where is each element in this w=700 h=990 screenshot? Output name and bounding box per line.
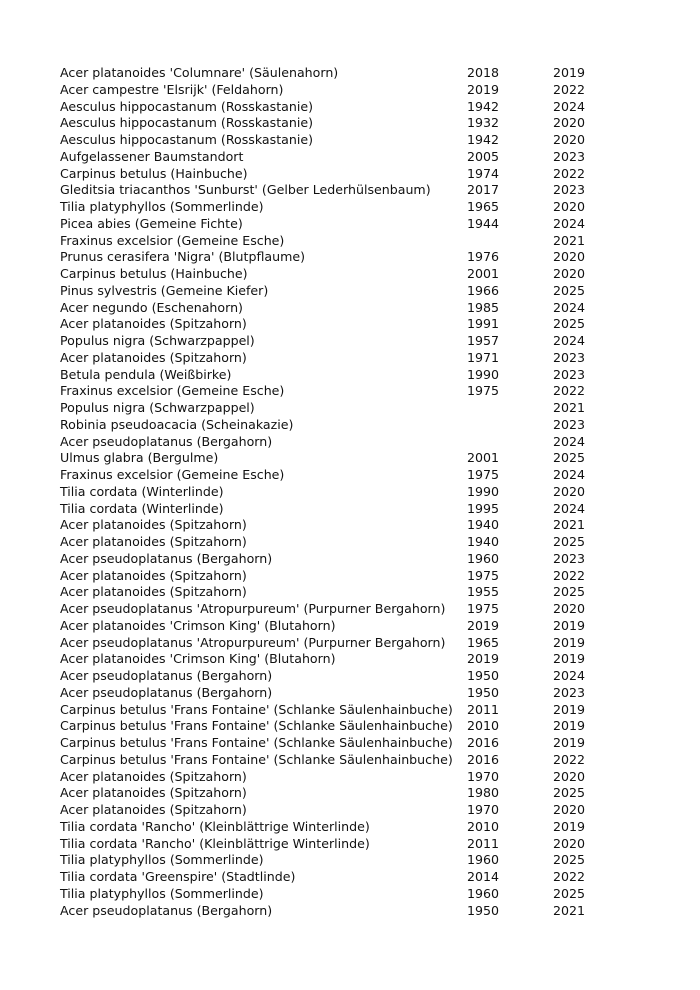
planting-year-cell: 1974 [467, 165, 500, 181]
record-year-cell: 2023 [553, 366, 586, 382]
tree-species-cell: Aesculus hippocastanum (Rosskastanie) [60, 115, 313, 131]
record-year-cell: 2024 [553, 467, 586, 482]
tree-species-cell: Tilia cordata 'Rancho' (Kleinblättrige Winterlinde) [60, 818, 370, 834]
planting-year-cell: 2010 [467, 718, 500, 734]
planting-year-cell: 1942 [467, 132, 500, 147]
record-year-cell: 2019 [553, 818, 586, 834]
planting-year-cell: 2019 [467, 81, 500, 97]
planting-year-cell: 2010 [467, 818, 500, 834]
table-row [60, 618, 613, 635]
record-year-cell: 2025 [553, 584, 586, 600]
table-row [60, 434, 613, 451]
table-row [60, 601, 613, 618]
tree-species-cell: Acer platanoides (Spitzahorn) [60, 534, 247, 549]
record-year-cell: 2022 [553, 383, 586, 399]
planting-year-cell: 1991 [467, 316, 500, 332]
table-row [60, 316, 613, 333]
table-row [60, 367, 613, 384]
tree-species-cell: Aesculus hippocastanum (Rosskastanie) [60, 132, 313, 147]
record-year-cell: 2019 [553, 651, 586, 667]
planting-year-cell: 2018 [467, 65, 500, 80]
tree-species-cell: Tilia cordata (Winterlinde) [60, 500, 224, 516]
planting-year-cell: 2011 [467, 701, 500, 717]
planting-year-cell [467, 434, 553, 451]
tree-species-cell: Prunus cerasifera 'Nigra' (Blutpflaume) [60, 249, 306, 265]
record-year-cell: 2025 [553, 785, 586, 801]
table-row [60, 383, 613, 400]
table-row [60, 216, 613, 233]
tree-species-cell: Acer platanoides 'Columnare' (Säulenahorn) [60, 65, 339, 80]
planting-year-cell: 2019 [467, 651, 500, 667]
table-row [60, 400, 613, 417]
tree-species-cell: Carpinus betulus (Hainbuche) [60, 266, 248, 281]
table-row [60, 166, 613, 183]
record-year-cell: 2023 [553, 349, 586, 365]
planting-year-cell: 1942 [467, 98, 500, 114]
table-row [60, 266, 613, 283]
record-year-cell: 2020 [553, 266, 586, 281]
planting-year-cell [467, 400, 553, 417]
table-row [60, 300, 613, 317]
record-year-cell: 2020 [553, 768, 586, 784]
tree-species-cell: Acer campestre 'Elsrijk' (Feldahorn) [60, 81, 284, 97]
planting-year-cell: 1976 [467, 249, 500, 265]
tree-species-cell: Aesculus hippocastanum (Rosskastanie) [60, 98, 313, 114]
tree-species-cell: Acer platanoides 'Crimson King' (Blutahorn) [60, 651, 336, 667]
record-year-cell: 2022 [553, 751, 586, 767]
tree-species-cell: Tilia cordata 'Rancho' (Kleinblättrige Winterlinde) [60, 835, 370, 851]
table-row [60, 836, 613, 853]
table-row [60, 501, 613, 518]
planting-year-cell: 1975 [467, 383, 500, 399]
planting-year-cell: 1960 [467, 885, 500, 901]
tree-species-cell: Betula pendula (Weißbirke) [60, 366, 232, 382]
planting-year-cell: 2016 [467, 751, 500, 767]
tree-species-cell: Aufgelassener Baumstandort [60, 148, 244, 164]
planting-year-cell: 1990 [467, 366, 500, 382]
tree-species-cell: Pinus sylvestris (Gemeine Kiefer) [60, 282, 269, 298]
planting-year-cell: 1965 [467, 634, 500, 650]
table-row [60, 450, 613, 467]
record-year-cell: 2022 [553, 81, 586, 97]
tree-species-cell: Fraxinus excelsior (Gemeine Esche) [60, 467, 285, 482]
planting-year-cell: 1995 [467, 500, 500, 516]
table-row [60, 417, 613, 434]
record-year-cell: 2020 [553, 601, 586, 616]
table-row [60, 635, 613, 652]
record-year-cell: 2019 [553, 617, 586, 633]
planting-year-cell: 1950 [467, 684, 500, 700]
table-row [60, 283, 613, 300]
planting-year-cell: 2016 [467, 735, 500, 750]
planting-year-cell: 1975 [467, 567, 500, 583]
planting-year-cell: 1975 [467, 601, 500, 616]
record-year-cell: 2020 [553, 115, 586, 131]
tree-species-cell: Acer platanoides (Spitzahorn) [60, 584, 247, 600]
planting-year-cell: 1960 [467, 550, 500, 566]
record-year-cell: 2023 [553, 684, 586, 700]
tree-species-cell: Acer pseudoplatanus (Bergahorn) [60, 684, 273, 700]
tree-species-cell: Acer pseudoplatanus 'Atropurpureum' (Purpurner Bergahorn) [60, 601, 446, 616]
record-year-cell: 2020 [553, 802, 586, 817]
record-year-cell: 2020 [553, 483, 586, 499]
planting-year-cell: 1971 [467, 349, 500, 365]
table-row [60, 819, 613, 836]
tree-species-cell: Robinia pseudoacacia (Scheinakazie) [60, 416, 294, 432]
table-row [60, 115, 613, 132]
record-year-cell: 2023 [553, 182, 586, 198]
record-year-cell: 2024 [553, 215, 586, 231]
tree-species-cell: Acer platanoides (Spitzahorn) [60, 316, 247, 332]
table-row [60, 668, 613, 685]
planting-year-cell: 1950 [467, 668, 500, 683]
record-year-cell: 2023 [553, 148, 586, 164]
tree-species-cell: Tilia platyphyllos (Sommerlinde) [60, 852, 264, 868]
record-year-cell: 2024 [553, 433, 586, 449]
tree-table [60, 65, 613, 919]
record-year-cell: 2025 [553, 534, 586, 549]
planting-year-cell: 1965 [467, 199, 500, 214]
tree-species-cell: Tilia platyphyllos (Sommerlinde) [60, 199, 264, 214]
table-row [60, 199, 613, 216]
record-year-cell: 2019 [553, 718, 586, 734]
table-row [60, 651, 613, 668]
tree-species-cell: Tilia cordata (Winterlinde) [60, 483, 224, 499]
tree-species-cell: Populus nigra (Schwarzpappel) [60, 333, 255, 348]
table-row [60, 785, 613, 802]
record-year-cell: 2024 [553, 668, 586, 683]
table-row [60, 65, 613, 82]
table-row [60, 333, 613, 350]
planting-year-cell: 1940 [467, 517, 500, 533]
tree-species-cell: Acer pseudoplatanus (Bergahorn) [60, 668, 273, 683]
planting-year-cell: 2019 [467, 617, 500, 633]
planting-year-cell: 1955 [467, 584, 500, 600]
tree-species-cell: Acer platanoides (Spitzahorn) [60, 785, 247, 801]
record-year-cell: 2020 [553, 249, 586, 265]
table-row [60, 702, 613, 719]
planting-year-cell: 1966 [467, 282, 500, 298]
table-row [60, 484, 613, 501]
tree-species-cell: Tilia platyphyllos (Sommerlinde) [60, 885, 264, 901]
planting-year-cell: 1944 [467, 215, 500, 231]
record-year-cell: 2021 [553, 902, 586, 918]
planting-year-cell [467, 417, 553, 434]
tree-species-cell: Fraxinus excelsior (Gemeine Esche) [60, 383, 285, 399]
table-row [60, 517, 613, 534]
record-year-cell: 2019 [553, 735, 586, 750]
record-year-cell: 2024 [553, 500, 586, 516]
table-row [60, 99, 613, 116]
planting-year-cell: 1960 [467, 852, 500, 868]
record-year-cell: 2020 [553, 199, 586, 214]
tree-species-cell: Acer platanoides (Spitzahorn) [60, 802, 247, 817]
table-row [60, 903, 613, 920]
record-year-cell: 2022 [553, 165, 586, 181]
planting-year-cell: 1950 [467, 902, 500, 918]
table-row [60, 718, 613, 735]
record-year-cell: 2025 [553, 450, 586, 466]
tree-species-cell: Acer pseudoplatanus (Bergahorn) [60, 550, 273, 566]
planting-year-cell: 1932 [467, 115, 500, 131]
tree-species-cell: Populus nigra (Schwarzpappel) [60, 400, 255, 415]
table-row [60, 249, 613, 266]
table-row [60, 467, 613, 484]
table-row [60, 584, 613, 601]
planting-year-cell: 1985 [467, 299, 500, 315]
planting-year-cell: 2001 [467, 266, 500, 281]
record-year-cell: 2021 [553, 517, 586, 533]
tree-species-cell: Carpinus betulus 'Frans Fontaine' (Schlanke Säulenhainbuche) [60, 701, 453, 717]
tree-species-cell: Tilia cordata 'Greenspire' (Stadtlinde) [60, 869, 296, 884]
record-year-cell: 2025 [553, 885, 586, 901]
record-year-cell: 2024 [553, 299, 586, 315]
planting-year-cell: 1980 [467, 785, 500, 801]
planting-year-cell: 1957 [467, 333, 500, 348]
table-row [60, 132, 613, 149]
planting-year-cell: 2005 [467, 148, 500, 164]
tree-species-cell: Acer pseudoplatanus 'Atropurpureum' (Purpurner Bergahorn) [60, 634, 446, 650]
table-row [60, 568, 613, 585]
table-row [60, 869, 613, 886]
tree-table-body [60, 65, 613, 919]
record-year-cell: 2019 [553, 634, 586, 650]
planting-year-cell: 2011 [467, 835, 500, 851]
table-row [60, 551, 613, 568]
table-row [60, 685, 613, 702]
table-row [60, 735, 613, 752]
table-row [60, 886, 613, 903]
tree-species-cell: Acer pseudoplatanus (Bergahorn) [60, 902, 273, 918]
record-year-cell: 2020 [553, 835, 586, 851]
tree-species-cell: Fraxinus excelsior (Gemeine Esche) [60, 232, 285, 248]
record-year-cell: 2025 [553, 316, 586, 332]
tree-species-cell: Carpinus betulus 'Frans Fontaine' (Schlanke Säulenhainbuche) [60, 718, 453, 734]
tree-species-cell: Gleditsia triacanthos 'Sunburst' (Gelber Lederhülsenbaum) [60, 182, 431, 198]
table-row [60, 769, 613, 786]
tree-species-cell: Carpinus betulus 'Frans Fontaine' (Schlanke Säulenhainbuche) [60, 751, 453, 767]
tree-species-cell: Acer pseudoplatanus (Bergahorn) [60, 433, 273, 449]
record-year-cell: 2022 [553, 869, 586, 884]
record-year-cell: 2024 [553, 98, 586, 114]
record-year-cell: 2019 [553, 65, 586, 80]
planting-year-cell: 1940 [467, 534, 500, 549]
table-row [60, 182, 613, 199]
record-year-cell: 2024 [553, 333, 586, 348]
table-row [60, 752, 613, 769]
table-row [60, 852, 613, 869]
table-row [60, 350, 613, 367]
record-year-cell: 2023 [553, 416, 586, 432]
tree-species-cell: Acer platanoides 'Crimson King' (Blutahorn) [60, 617, 336, 633]
planting-year-cell: 2017 [467, 182, 500, 198]
tree-species-cell: Ulmus glabra (Bergulme) [60, 450, 219, 466]
tree-species-cell: Carpinus betulus 'Frans Fontaine' (Schlanke Säulenhainbuche) [60, 735, 453, 750]
record-year-cell: 2023 [553, 550, 586, 566]
record-year-cell: 2021 [553, 232, 586, 248]
planting-year-cell: 1990 [467, 483, 500, 499]
tree-species-cell: Picea abies (Gemeine Fichte) [60, 215, 243, 231]
planting-year-cell: 1970 [467, 768, 500, 784]
table-row [60, 82, 613, 99]
table-row [60, 233, 613, 250]
tree-species-cell: Acer negundo (Eschenahorn) [60, 299, 243, 315]
planting-year-cell [467, 233, 553, 250]
planting-year-cell: 2014 [467, 869, 500, 884]
record-year-cell: 2020 [553, 132, 586, 147]
planting-year-cell: 2001 [467, 450, 500, 466]
tree-species-cell: Acer platanoides (Spitzahorn) [60, 567, 247, 583]
record-year-cell: 2025 [553, 852, 586, 868]
record-year-cell: 2022 [553, 567, 586, 583]
planting-year-cell: 1970 [467, 802, 500, 817]
table-row [60, 534, 613, 551]
tree-species-cell: Carpinus betulus (Hainbuche) [60, 165, 248, 181]
record-year-cell: 2021 [553, 400, 586, 415]
tree-species-cell: Acer platanoides (Spitzahorn) [60, 768, 247, 784]
tree-species-cell: Acer platanoides (Spitzahorn) [60, 517, 247, 533]
table-row [60, 149, 613, 166]
table-row [60, 802, 613, 819]
tree-species-cell: Acer platanoides (Spitzahorn) [60, 349, 247, 365]
record-year-cell: 2019 [553, 701, 586, 717]
planting-year-cell: 1975 [467, 467, 500, 482]
record-year-cell: 2025 [553, 282, 586, 298]
